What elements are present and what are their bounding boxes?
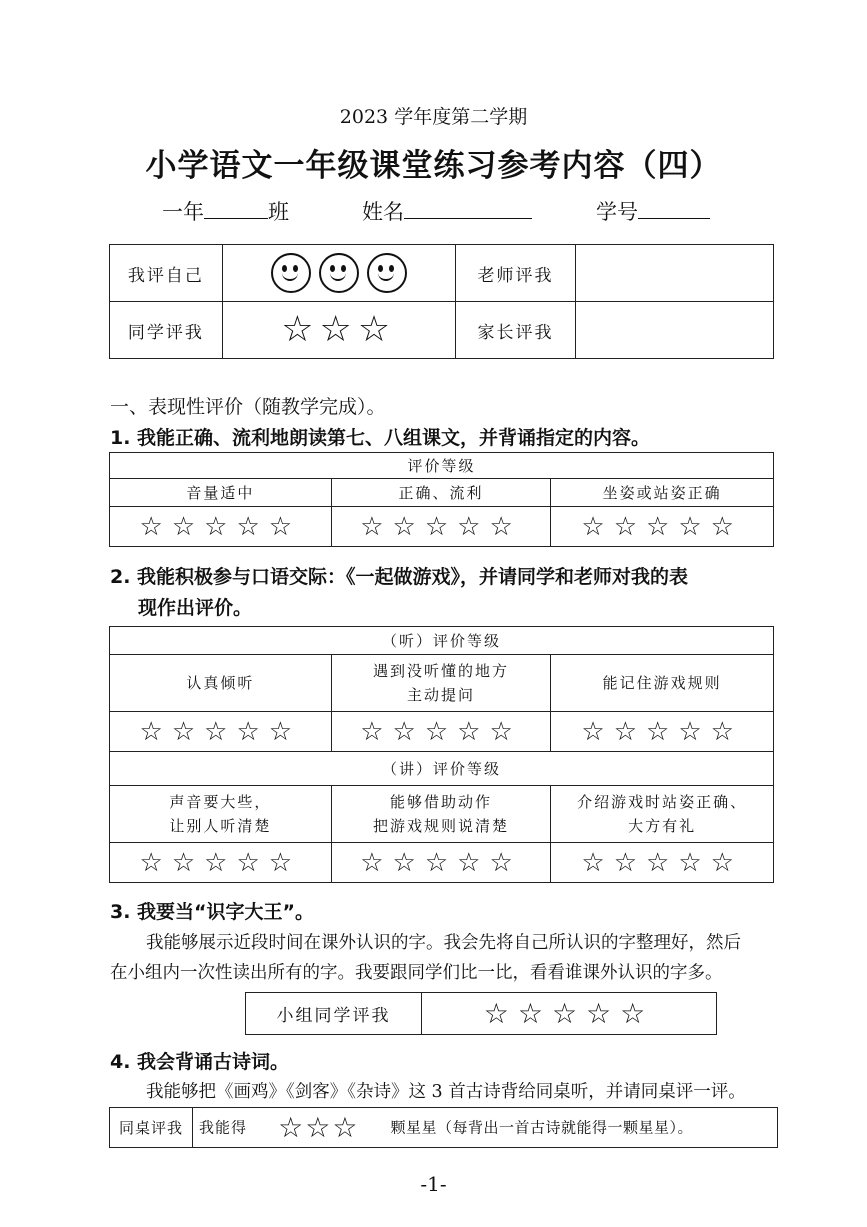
speak-stars: ☆☆☆☆☆ [110, 843, 332, 883]
q1-col-fluency: 正确、流利 [331, 479, 551, 507]
group-stars: ☆☆☆☆☆ [422, 993, 717, 1035]
q1-stars: ☆☆☆☆☆ [110, 507, 332, 547]
q2-table [109, 626, 774, 883]
class-blank [204, 217, 268, 219]
smiley-icon [271, 253, 311, 293]
smiley-icon [367, 253, 407, 293]
name-field: 姓名 [362, 196, 532, 226]
listen-col-2: 遇到没听懂的地方 主动提问 [331, 655, 551, 712]
q1-text: 1. 我能正确、流利地朗读第七、八组课文，并背诵指定的内容。 [110, 427, 651, 449]
deskmate-eval-label: 同桌评我 [110, 1108, 193, 1148]
speak-col-3: 介绍游戏时站姿正确、 大方有礼 [551, 786, 774, 843]
peer-eval-label: 同学评我 [110, 302, 223, 359]
q4-table [109, 1107, 778, 1148]
q1-col-posture: 坐姿或站姿正确 [551, 479, 774, 507]
deskmate-stars: ☆☆☆ [278, 1110, 360, 1144]
parent-eval-label: 家长评我 [455, 302, 576, 359]
q1-header: 评价等级 [110, 453, 774, 479]
id-field: 学号 [596, 196, 710, 226]
q3-line2: 在小组内一次性读出所有的字。我要跟同学们比一比，看看谁课外认识的字多。 [110, 963, 723, 983]
q4-heading: 4. 我会背诵古诗词。 [110, 1051, 290, 1073]
q4-line1: 我能够把《画鸡》《剑客》《杂诗》这 3 首古诗背给同桌听，并请同桌评一评。 [146, 1082, 746, 1102]
section-heading: 一、表现性评价（随教学完成）。 [110, 396, 386, 418]
id-blank [638, 217, 710, 219]
speak-stars: ☆☆☆☆☆ [551, 843, 774, 883]
q3-box [245, 992, 717, 1035]
self-eval-label: 我评自己 [110, 245, 223, 302]
class-field: 一年 班 [162, 200, 289, 224]
q1-col-volume: 音量适中 [110, 479, 332, 507]
q1-stars: ☆☆☆☆☆ [331, 507, 551, 547]
parent-eval-cell [576, 302, 774, 359]
term-line: 2023 学年度第二学期 [339, 106, 528, 128]
page-title: 小学语文一年级课堂练习参考内容（四） [145, 148, 722, 184]
speak-header: （讲）评价等级 [110, 752, 774, 786]
page-number: -1- [420, 1172, 447, 1196]
listen-header: （听）评价等级 [110, 627, 774, 655]
teacher-eval-label: 老师评我 [455, 245, 576, 302]
q2-line2: 现作出评价。 [138, 597, 253, 619]
q4-content: 我能得 ☆☆☆ 颗星星（每背出一首古诗就能得一颗星星）。 [193, 1108, 778, 1148]
smiley-icon [319, 253, 359, 293]
listen-stars: ☆☆☆☆☆ [110, 712, 332, 752]
teacher-eval-cell [576, 245, 774, 302]
q3-heading: 3. 我要当“识字大王”。 [110, 901, 315, 923]
q1-stars: ☆☆☆☆☆ [551, 507, 774, 547]
listen-col-1: 认真倾听 [110, 655, 332, 712]
group-eval-label: 小组同学评我 [246, 993, 422, 1035]
evaluation-table [109, 244, 774, 359]
q1-table [109, 452, 774, 547]
q3-line1: 我能够展示近段时间在课外认识的字。我会先将自己所认识的字整理好，然后 [146, 933, 741, 953]
speak-col-2: 能够借助动作 把游戏规则说清楚 [331, 786, 551, 843]
name-blank [404, 217, 532, 219]
listen-stars: ☆☆☆☆☆ [551, 712, 774, 752]
q2-line1: 2. 我能积极参与口语交际：《一起做游戏》，并请同学和老师对我的表 [110, 566, 689, 588]
peer-stars: ☆☆☆ [222, 302, 455, 359]
speak-col-1: 声音要大些， 让别人听清楚 [110, 786, 332, 843]
listen-col-3: 能记住游戏规则 [551, 655, 774, 712]
smiley-faces [222, 245, 455, 302]
speak-stars: ☆☆☆☆☆ [331, 843, 551, 883]
listen-stars: ☆☆☆☆☆ [331, 712, 551, 752]
